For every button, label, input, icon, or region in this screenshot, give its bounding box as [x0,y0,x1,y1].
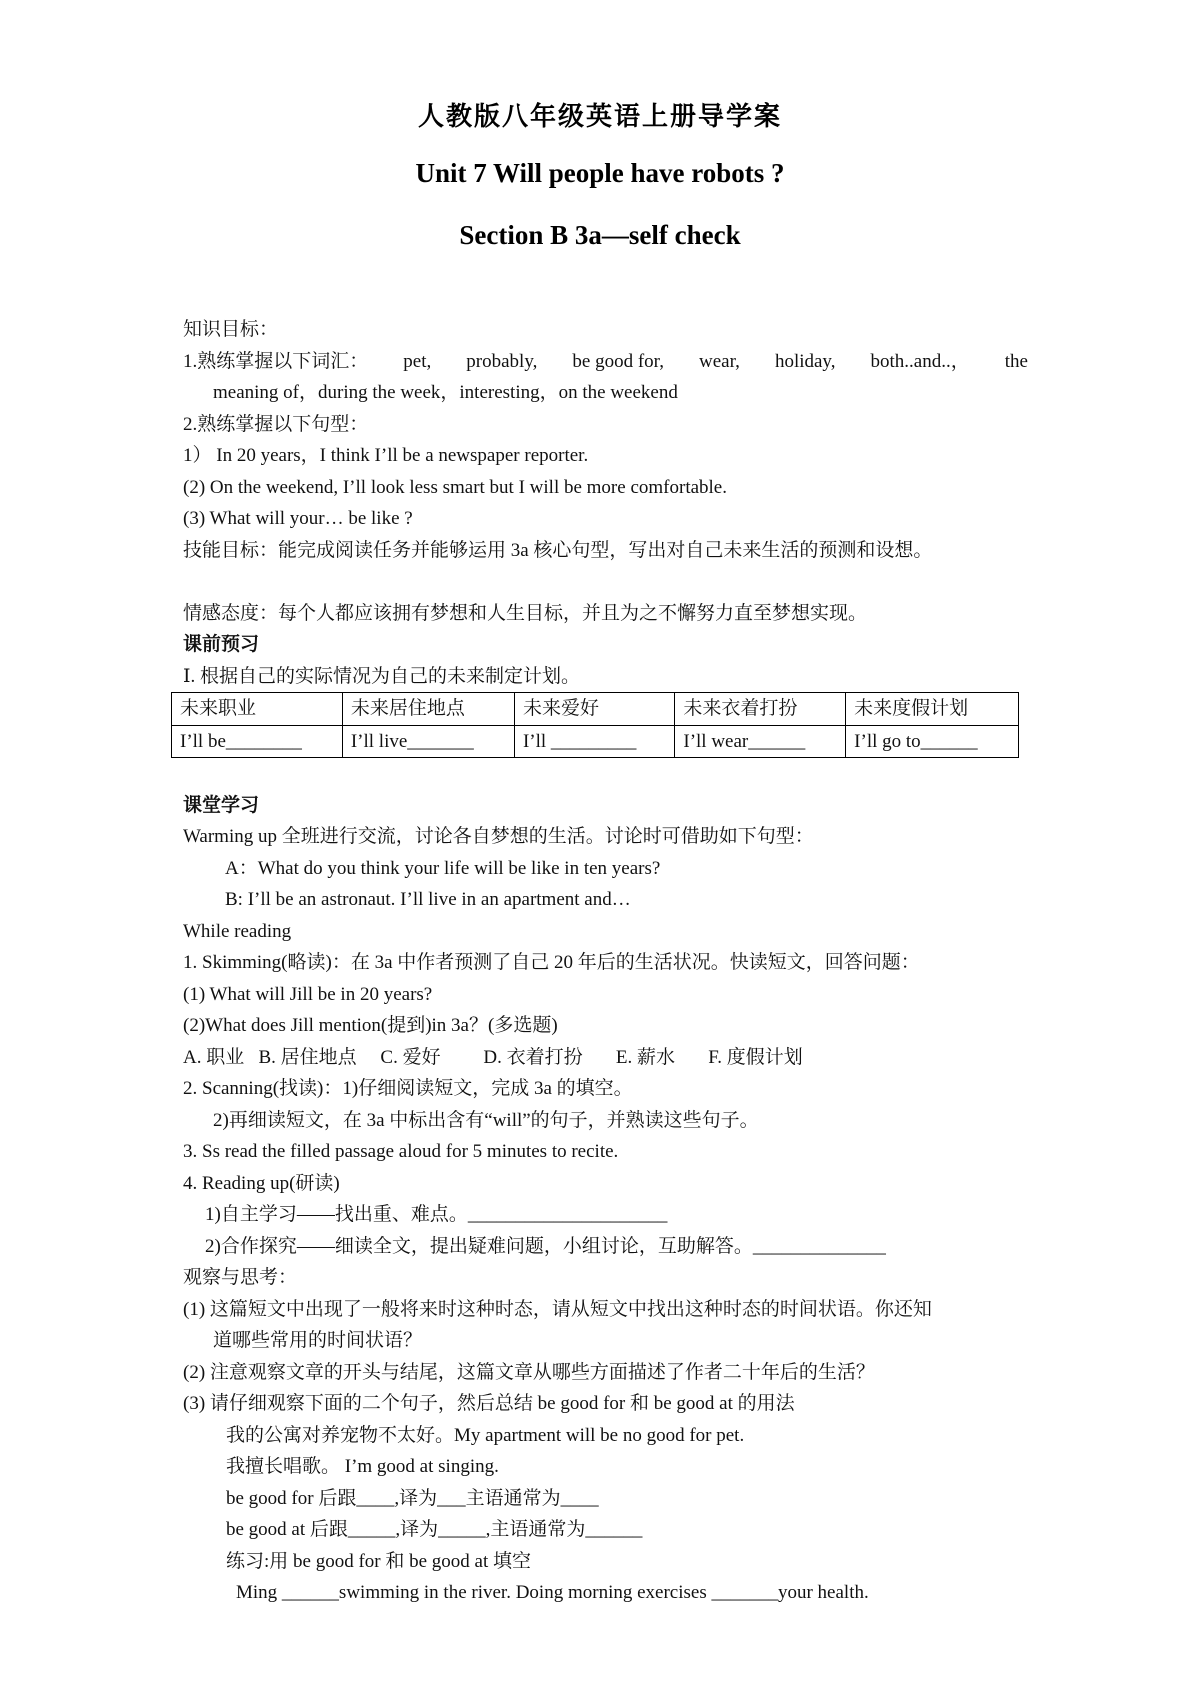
document-title: 人教版八年级英语上册导学案 [417,102,782,131]
table-fill-cell[interactable]: I’ll wear______ [675,725,846,758]
table-header-cell: 未来爱好 [514,693,674,726]
example-sentence-2: 我擅长唱歌。 I’m good at singing. [226,1456,499,1477]
vocab-item: both..and..， [870,350,970,372]
table-header-cell: 未来衣着打扮 [675,693,846,726]
sentence-pattern: (3) What will your… be like ? [183,508,413,529]
question-1: (1) What will Jill be in 20 years? [183,983,433,1005]
preview-task: Ⅰ. 根据自己的实际情况为自己的未来制定计划。 [183,665,581,687]
option-item[interactable]: A. 职业 [183,1046,245,1068]
vocab-intro: 1.熟练掌握以下词汇： [183,350,369,372]
table-header-cell: 未来居住地点 [342,693,514,726]
vocab-line [183,346,1028,378]
vocab-item: wear, [699,350,740,372]
table-header-cell: 未来度假计划 [846,693,1019,726]
attitude-goal: 情感态度：每个人都应该拥有梦想和人生目标，并且为之不懈努力直至梦想实现。 [183,602,868,624]
vocab-item: holiday, [774,350,836,372]
vocab-item: the [1004,350,1028,372]
skimming-task: 1. Skimming(略读)：在 3a 中作者预测了自己 20 年后的生活状况。快读短文，回答问题： [183,952,920,973]
worksheet-body [180,314,1028,1609]
observe-item-3: (3) 请仔细观察下面的二个句子，然后总结 be good for 和 be good at 的用法 [183,1393,795,1414]
warming-up: Warming up 全班进行交流，讨论各自梦想的生活。讨论时可借助如下句型： [183,826,814,847]
reading-up-2: 2)合作探究——细读全文，提出疑难问题，小组讨论，互助解答。______________ [205,1235,886,1257]
observe-item-2: (2) 注意观察文章的开头与结尾，这篇文章从哪些方面描述了作者二十年后的生活？ [183,1361,875,1383]
classroom-heading: 课堂学习 [183,794,260,816]
table-fill-cell[interactable]: I’ll be________ [172,725,343,758]
while-reading: While reading [183,920,292,942]
reading-up: 4. Reading up(研读) [183,1172,340,1194]
table-fill-cell[interactable]: I’ll _________ [514,725,674,758]
scanning-task-2: 2)再细读短文，在 3a 中标出含有“will”的句子，并熟读这些句子。 [213,1109,759,1131]
recite-task: 3. Ss read the filled passage aloud for 5 minutes to recite. [183,1141,619,1162]
reading-up-1: 1)自主学习——找出重、难点。_____________________ [205,1204,668,1225]
observe-item-1: (1) 这篇短文中出现了一般将来时这种时态，请从短文中找出这种时态的时间状语。你还知 [183,1298,932,1320]
observe-label: 观察与思考： [183,1267,298,1288]
vocab-line-2: meaning of，during the week，interesting，on the weekend [213,382,678,403]
table-row [172,725,1019,758]
sentence-pattern: (2) On the weekend, I’ll look less smart but I will be more comfortable. [183,476,727,498]
vocab-item: probably, [466,350,538,372]
option-item[interactable]: E. 薪水 [615,1046,675,1068]
options-line [183,1042,1028,1074]
example-sentence-1: 我的公寓对养宠物不太好。My apartment will be no good for pet. [226,1424,745,1446]
be-good-at-blank: be good at 后跟_____,译为_____,主语通常为______ [226,1519,643,1540]
table-fill-cell[interactable]: I’ll live_______ [342,725,514,758]
practice-label: 练习:用 be good for 和 be good at 填空 [226,1550,532,1572]
preview-heading: 课前预习 [183,634,260,655]
observe-item-1-cont: 道哪些常用的时间状语？ [213,1330,423,1351]
unit-title: Unit 7 Will people have robots ? [415,158,785,188]
dialog-line-b: B: I’ll be an astronaut. I’ll live in an apartment and… [225,889,631,910]
be-good-for-blank: be good for 后跟____,译为___主语通常为____ [226,1487,599,1509]
section-title: Section B 3a—self check [459,220,741,250]
option-item[interactable]: C. 爱好 [380,1046,441,1068]
dialog-line-a: A：What do you think your life will be like in ten years? [225,857,661,879]
sentence-pattern: 1） In 20 years，I think I’ll be a newspaper reporter. [183,445,589,466]
option-item[interactable]: D. 衣着打扮 [483,1046,583,1068]
option-item[interactable]: B. 居住地点 [258,1046,357,1068]
sentence-intro: 2.熟练掌握以下句型： [183,413,369,435]
scanning-task-1: 2. Scanning(找读)：1)仔细阅读短文，完成 3a 的填空。 [183,1078,633,1099]
table-header-cell: 未来职业 [172,693,343,726]
vocab-item: pet, [403,350,432,372]
question-2: (2)What does Jill mention(提到)in 3a？(多选题) [183,1015,558,1036]
future-plan-table [171,692,1019,758]
knowledge-goals-label: 知识目标： [183,319,279,340]
skill-goal: 技能目标：能完成阅读任务并能够运用 3a 核心句型，写出对自己未来生活的预测和设想。 [183,539,933,561]
table-fill-cell[interactable]: I’ll go to______ [846,725,1019,758]
table-header-row [172,693,1019,726]
practice-line: Ming ______swimming in the river. Doing morning exercises _______your health. [236,1582,869,1603]
vocab-item: be good for, [572,350,664,372]
option-item[interactable]: F. 度假计划 [708,1046,803,1068]
